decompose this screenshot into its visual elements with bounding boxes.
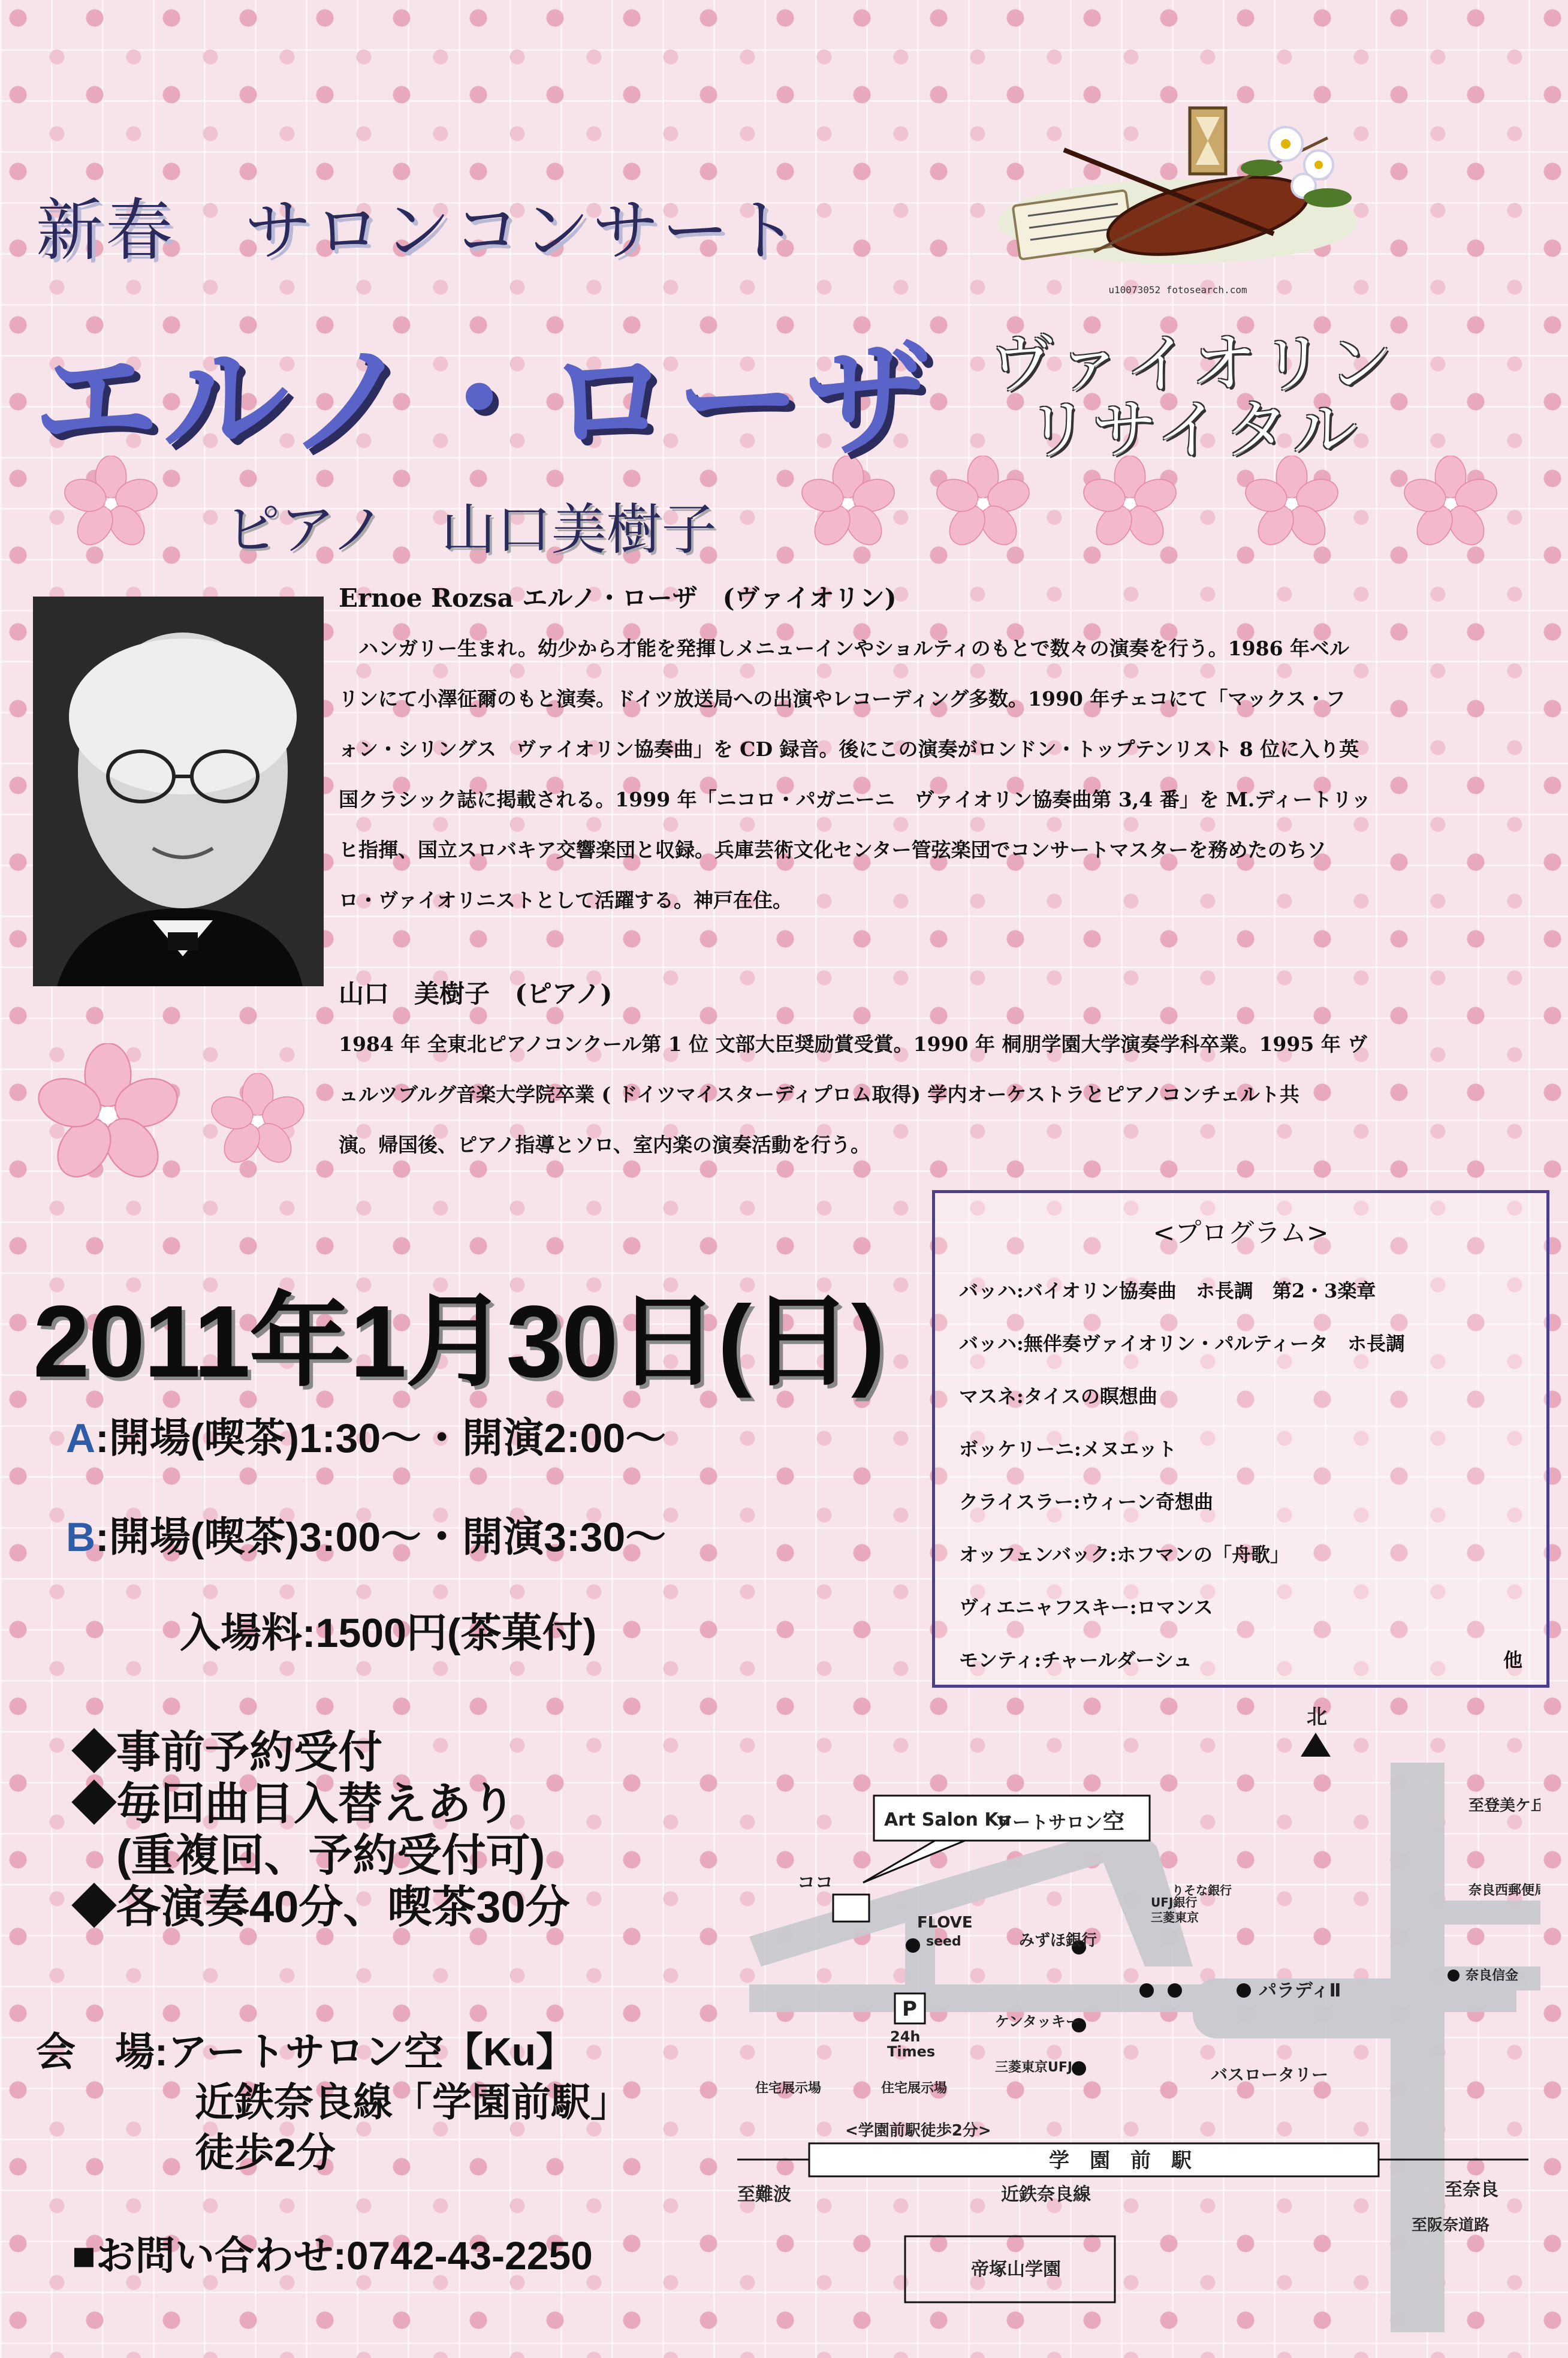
- session-b-label: B: [66, 1514, 96, 1560]
- map-house1: 住宅展示場: [755, 2081, 822, 2096]
- bio-line: 演。帰国後、ピアノ指導とソロ、室内楽の演奏活動を行う。: [339, 1133, 871, 1157]
- venue-label: 会 場: [36, 2029, 155, 2074]
- program-item: バッハ:バイオリン協奏曲 ホ長調 第2・3楽章: [959, 1279, 1376, 1302]
- program-etc: 他: [1503, 1649, 1522, 1672]
- map-nara-bank: 奈良信金: [1466, 1968, 1519, 1983]
- contact-info: ■お問い合わせ:0742-43-2250: [72, 2233, 593, 2278]
- bio-line: 1984 年 全東北ピアノコンクール第 1 位 文部大臣奨励賞受賞。1990 年 桐朋学園大学演奏学科卒業。1995 年 ヴ: [339, 1032, 1368, 1056]
- sakura-flower-icon: [1403, 456, 1498, 552]
- pianist-bio-heading: 山口 美樹子 (ピアノ): [339, 979, 613, 1008]
- session-a: [66, 1406, 666, 1464]
- map-bus: バスロータリー: [1211, 2065, 1329, 2085]
- program-item: ボッケリーニ:メヌエット: [959, 1438, 1177, 1460]
- performer-photo: [33, 597, 324, 986]
- session-b-text: :開場(喫茶)3:00〜・開演3:30〜: [95, 1514, 667, 1560]
- map-salon-en: Art Salon Ku: [884, 1809, 1011, 1830]
- map-resona: りそな銀行: [1172, 1883, 1232, 1898]
- map-to-hanna: 至阪奈道路: [1412, 2217, 1490, 2234]
- program-item: マスネ:タイスの瞑想曲: [959, 1385, 1157, 1408]
- program-item: クライスラー:ウィーン奇想曲: [959, 1490, 1213, 1513]
- sakura-flower-icon: [935, 456, 1031, 552]
- violinist-bio: [339, 624, 1543, 926]
- venue-name: :アートサロン空【Ku】: [155, 2029, 575, 2074]
- program-title: <プログラム>: [1153, 1218, 1329, 1248]
- map-salon-jp: アートサロン: [995, 1812, 1103, 1833]
- map-ufj2: 三菱東京UFJ: [995, 2060, 1073, 2075]
- image-caption: u10073052 fotosearch.com: [1108, 284, 1247, 296]
- event-date: 2011年1月30日(日): [33, 1285, 884, 1399]
- map-nara-post: 奈良西郵便局: [1469, 1883, 1540, 1898]
- bio-line: ォン・シリングス ヴァイオリン協奏曲」を CD 録音。後にこの演奏がロンドン・トップテンリスト 8 位に入り英: [339, 737, 1359, 761]
- admission-fee: 入場料:1500円(茶菓付): [180, 1610, 597, 1656]
- performer-title: エルノ・ローザ: [33, 327, 934, 474]
- note-item: (重複回、予約受付可): [72, 1830, 545, 1880]
- map-here-marker: [833, 1895, 869, 1922]
- bio-line: 国クラシック誌に掲載される。1999 年「ニコロ・パガニーニ ヴァイオリン協奏曲第 3,4 番」を M.ディートリッ: [339, 788, 1371, 811]
- series-title: 新春 サロンコンサート: [36, 192, 801, 270]
- program-item: モンティ:チャールダーシュ: [959, 1649, 1193, 1672]
- program-item: オッフェンバック:ホフマンの「舟歌」: [959, 1543, 1290, 1566]
- map-parking-time: 24h: [890, 2028, 921, 2045]
- map-station: 学 園 前 駅: [1049, 2149, 1192, 2173]
- session-a-text: :開場(喫茶)1:30〜・開演2:00〜: [95, 1416, 667, 1461]
- session-b: [66, 1505, 666, 1563]
- pianist-bio: [339, 1019, 1543, 1170]
- map-school: 帝塚山学園: [971, 2259, 1061, 2280]
- recital-subtitle-line2: リサイタル: [1025, 393, 1361, 468]
- violinist-bio-heading: Ernoe Rozsa エルノ・ローザ (ヴァイオリン): [339, 583, 897, 613]
- map-line: 近鉄奈良線: [1001, 2184, 1091, 2205]
- map-ufj: UFJ銀行: [1151, 1895, 1198, 1910]
- bio-line: ヒ指揮、国立スロバキア交響楽団と収録。兵庫芸術文化センター管弦楽団でコンサートマスターを務めたのちソ: [339, 838, 1327, 862]
- note-item: ◆毎回曲目入替えあり: [72, 1779, 515, 1829]
- program-item-last: [935, 1634, 1546, 1687]
- map-north: 北: [1307, 1705, 1327, 1729]
- note-item: ◆事前予約受付: [72, 1727, 382, 1777]
- map-house2: 住宅展示場: [881, 2081, 948, 2096]
- map-to-tomigaoka: 至登美ケ丘: [1469, 1797, 1540, 1815]
- note-item: ◆各演奏40分、喫茶30分: [72, 1882, 570, 1932]
- violin-illustration: [992, 96, 1364, 300]
- map-mitsubishi: 三菱東京: [1151, 1910, 1199, 1925]
- program-item: ヴィエニャフスキー:ロマンス: [959, 1596, 1213, 1619]
- sakura-flower-icon: [36, 1043, 180, 1187]
- venue-block: [36, 2026, 630, 2178]
- map-mizuho: みずほ銀行: [1019, 1932, 1097, 1950]
- map-parking: P: [902, 1997, 917, 2021]
- map-to-naniwa: 至難波: [737, 2184, 791, 2205]
- map-kentucky: ケンタッキー: [995, 2013, 1080, 2030]
- map-to-nara: 至奈良: [1445, 2179, 1498, 2200]
- recital-subtitle-line1: ヴァイオリン: [989, 327, 1397, 402]
- map-salon-kanji: 空: [1103, 1809, 1125, 1834]
- map-paradise: パラディⅡ: [1259, 1980, 1341, 2001]
- session-a-label: A: [66, 1416, 96, 1461]
- pianist-line: ピアノ 山口美樹子: [225, 498, 717, 562]
- map-walk: <学園前駅徒歩2分>: [845, 2122, 991, 2140]
- map-parking-brand: Times: [887, 2043, 936, 2060]
- bio-line: ハンガリー生まれ。幼少から才能を発揮しメニューインやショルティのもとで数々の演奏を行う。1986 年ベル: [339, 637, 1350, 660]
- map-seed: seed: [926, 1934, 961, 1949]
- venue-access1: 近鉄奈良線「学園前駅」: [195, 2080, 630, 2124]
- venue-access2: 徒歩2分: [195, 2130, 336, 2175]
- program-item: バッハ:無伴奏ヴァイオリン・パルティータ ホ長調: [959, 1332, 1405, 1355]
- program-box: [932, 1190, 1549, 1688]
- bio-line: ロ・ヴァイオリニストとして活躍する。神戸在住。: [339, 889, 793, 912]
- bio-line: リンにて小澤征爾のもと演奏。ドイツ放送局への出演やレコーディング多数。1990 年チェコにて「マックス・フ: [339, 687, 1346, 710]
- notes-list: [72, 1727, 570, 1933]
- map-flove: FLOVE: [917, 1914, 973, 1932]
- north-arrow-icon: [1301, 1733, 1331, 1757]
- bio-line: ュルツブルグ音楽大学院卒業 ( ドイツマイスターディプロム取得) 学内オーケストラとピアノコンチェルト共: [339, 1083, 1299, 1106]
- sakura-flower-icon: [210, 1073, 306, 1169]
- access-map: [737, 1703, 1540, 2332]
- map-here: ココ: [797, 1872, 833, 1893]
